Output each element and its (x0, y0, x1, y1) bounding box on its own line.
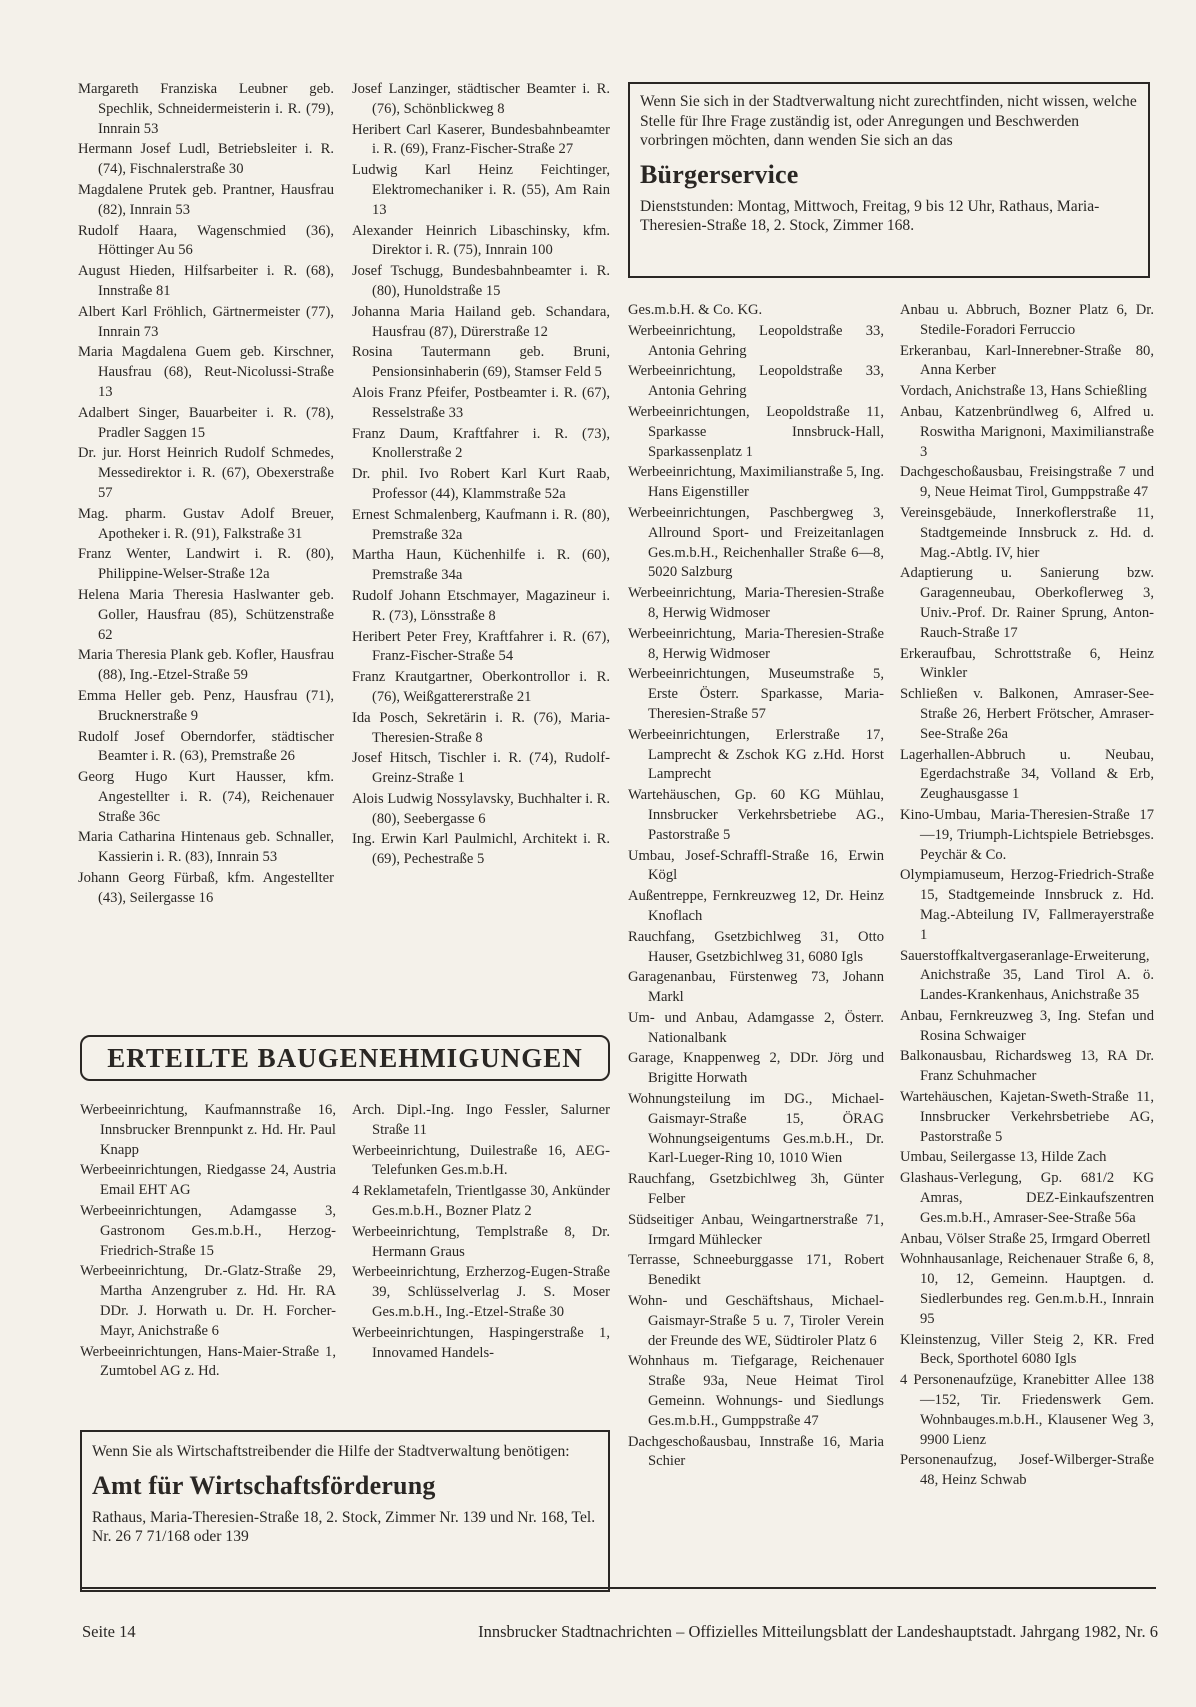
obituary-entry: Albert Karl Fröhlich, Gärtnermeister (77), Innrain 73 (78, 303, 334, 340)
obituary-entry: Heribert Carl Kaserer, Bundesbahnbeamter i. R. (69), Franz-Fischer-Straße 27 (352, 121, 610, 158)
obituary-entry: Dr. phil. Ivo Robert Karl Kurt Raab, Professor (44), Klammstraße 52a (352, 466, 610, 502)
permits-column-2 (352, 1101, 610, 1364)
permit-entry: Werbeeinrichtung, Dr.-Glatz-Straße 29, Martha Anzengruber z. Hd. Hr. RA DDr. J. Horwath u. Dr. H. Forcher-Mayr, Anichstraße 6 (80, 1263, 336, 1339)
obituary-entry: Josef Tschugg, Bundesbahnbeamter i. R. (80), Hunoldstraße 15 (352, 263, 610, 299)
permit-entry: Glashaus-Verlegung, Gp. 681/2 KG Amras, DEZ-Einkaufszentren Ges.m.b.H., Amraser-See-Straße 56a (900, 1170, 1154, 1226)
permit-entry: Wohnhausanlage, Reichenauer Straße 6, 8, 10, 12, Gemeinn. Hauptgen. d. Siedlerbundes reg. Gen.m.b.H., Innrain 95 (900, 1251, 1154, 1327)
permit-entry: Ges.m.b.H. & Co. KG. (628, 302, 763, 318)
obituary-entry: Magdalene Prutek geb. Prantner, Hausfrau (82), Innrain 53 (78, 181, 334, 218)
permit-entry: 4 Reklametafeln, Trientlgasse 30, Ankünder Ges.m.b.H., Bozner Platz 2 (352, 1183, 610, 1219)
permit-entry: Werbeeinrichtungen, Leopoldstraße 11, Sparkasse Innsbruck-Hall, Sparkassenplatz 1 (628, 403, 884, 460)
permit-entry: Anbau u. Abbruch, Bozner Platz 6, Dr. Stedile-Foradori Ferruccio (900, 302, 1154, 338)
buergerservice-intro: Wenn Sie sich in der Stadtverwaltung nicht zurechtfinden, nicht wissen, welche Stelle für Ihre Frage zuständig ist, oder Anregungen und Beschwerden vorbringen möchten, dann wenden Sie sich an das (640, 93, 1137, 149)
permit-entry: Werbeeinrichtung, Erzherzog-Eugen-Straße 39, Schlüsselverlag J. S. Moser Ges.m.b.H., Ing.-Etzel-Straße 30 (352, 1264, 610, 1320)
permit-entry: Anbau, Katzenbründlweg 6, Alfred u. Roswitha Marignoni, Maximilianstraße 3 (900, 403, 1154, 460)
buergerservice-details: Dienststunden: Montag, Mittwoch, Freitag, 9 bis 12 Uhr, Rathaus, Maria-Theresien-Straße 18, 2. Stock, Zimmer 168. (640, 197, 1100, 234)
obituary-entry: Martha Haun, Küchenhilfe i. R. (60), Premstraße 34a (352, 547, 610, 584)
permit-entry: Garage, Knappenweg 2, DDr. Jörg und Brigitte Horwath (628, 1050, 884, 1087)
permit-entry: Um- und Anbau, Adamgasse 2, Österr. Nationalbank (628, 1009, 884, 1046)
permit-entry: Vereinsgebäude, Innerkoflerstraße 11, Stadtgemeinde Innsbruck z. Hd. d. Mag.-Abtlg. IV, hier (900, 504, 1154, 561)
obituary-entry: Rudolf Johann Etschmayer, Magazineur i. R. (73), Lönsstraße 8 (352, 587, 610, 624)
obituary-entry: Alois Franz Pfeifer, Postbeamter i. R. (67), Resselstraße 33 (352, 384, 610, 421)
permit-entry: Werbeeinrichtungen, Hans-Maier-Straße 1, Zumtobel AG z. Hd. (80, 1343, 336, 1380)
obituary-entry: Franz Krautgartner, Oberkontrollor i. R. (76), Weißgattererstraße 21 (352, 669, 610, 705)
obituary-entry: Alexander Heinrich Libaschinsky, kfm. Direktor i. R. (75), Innrain 100 (352, 222, 610, 259)
permit-entry: Werbeeinrichtung, Templstraße 8, Dr. Hermann Graus (352, 1223, 610, 1260)
permit-entry: Rauchfang, Gsetzbichlweg 31, Otto Hauser, Gsetzbichlweg 31, 6080 Igls (628, 928, 884, 965)
permit-entry: Umbau, Seilergasse 13, Hilde Zach (900, 1149, 1107, 1166)
obituary-column-2 (352, 80, 610, 871)
obituary-entry: Heribert Peter Frey, Kraftfahrer i. R. (67), Franz-Fischer-Straße 54 (352, 628, 610, 665)
permit-entry: Olympiamuseum, Herzog-Friedrich-Straße 15, Stadtgemeinde Innsbruck z. Hd. Mag.-Abteilung IV, Fallmerayerstraße 1 (900, 867, 1154, 943)
obituary-entry: Emma Heller geb. Penz, Hausfrau (71), Brucknerstraße 9 (78, 687, 334, 724)
permit-entry: Kino-Umbau, Maria-Theresien-Straße 17—19, Triumph-Lichtspiele Betriebsges. Peychär & Co. (900, 806, 1154, 863)
obituary-entry: Hermann Josef Ludl, Betriebsleiter i. R. (74), Fischnalerstraße 30 (78, 141, 334, 178)
permit-entry: Werbeeinrichtung, Leopoldstraße 33, Antonia Gehring (628, 363, 884, 400)
obituary-entry: Margareth Franziska Leubner geb. Spechlik, Schneidermeisterin i. R. (79), Innrain 53 (78, 81, 334, 137)
permit-entry: Werbeeinrichtung, Maximilianstraße 5, Ing. Hans Eigenstiller (628, 464, 884, 501)
obituary-entry: Maria Magdalena Guem geb. Kirschner, Hausfrau (68), Reut-Nicolussi-Straße 13 (78, 344, 334, 400)
permit-entry: Umbau, Josef-Schraffl-Straße 16, Erwin Kögl (628, 847, 884, 884)
permit-entry: Werbeeinrichtung, Maria-Theresien-Straße 8, Herwig Widmoser (628, 625, 884, 662)
page-number: Seite 14 (82, 1622, 136, 1641)
permit-entry: Wartehäuschen, Kajetan-Sweth-Straße 11, Innsbrucker Verkehrsbetriebe AG, Pastorstraße 5 (900, 1089, 1154, 1145)
obituary-entry: Adalbert Singer, Bauarbeiter i. R. (78), Pradler Saggen 15 (78, 404, 334, 441)
wirtschaft-title: Amt für Wirtschaftsförderung (92, 1470, 436, 1500)
permit-entry: Dachgeschoßausbau, Freisingstraße 7 und 9, Neue Heimat Tirol, Gumppstraße 47 (900, 464, 1154, 501)
obituary-entry: Georg Hugo Kurt Hausser, kfm. Angestellter i. R. (74), Reichenauer Straße 36c (78, 769, 334, 825)
obituary-entry: Franz Daum, Kraftfahrer i. R. (73), Knollerstraße 2 (352, 425, 610, 462)
permits-column-4 (900, 301, 1154, 1492)
obituary-entry: Helena Maria Theresia Haslwanter geb. Goller, Hausfrau (85), Schützenstraße 62 (78, 586, 334, 643)
permit-entry: Anbau, Völser Straße 25, Irmgard Oberretl (900, 1230, 1151, 1247)
obituary-entry: Ing. Erwin Karl Paulmichl, Architekt i. R. (69), Pechestraße 5 (352, 831, 610, 868)
obituary-entry: Ida Posch, Sekretärin i. R. (76), Maria-Theresien-Straße 8 (352, 709, 610, 746)
permit-entry: Schließen v. Balkonen, Amraser-See-Straße 26, Herbert Frötscher, Amraser-See-Straße 26a (900, 686, 1154, 742)
permit-entry: Wohnungsteilung im DG., Michael-Gaismayr-Straße 15, ÖRAG Wohnungseigentums Ges.m.b.H., Dr. Karl-Lueger-Ring 10, 1010 Wien (628, 1091, 884, 1167)
permit-entry: 4 Personenaufzüge, Kranebitter Allee 138—152, Tir. Friedenswerk Gem. Wohnbauges.m.b.H., Klausener Weg 3, 9900 Lienz (900, 1372, 1154, 1448)
permit-entry: Rauchfang, Gsetzbichlweg 3h, Günter Felber (628, 1171, 884, 1208)
permit-entry: Werbeeinrichtungen, Erlerstraße 17, Lamprecht & Zschok KG z.Hd. Horst Lamprecht (628, 726, 884, 783)
permit-entry: Garagenanbau, Fürstenweg 73, Johann Markl (628, 969, 884, 1006)
permit-entry: Werbeeinrichtung, Leopoldstraße 33, Antonia Gehring (628, 322, 884, 359)
obituary-entry: Maria Theresia Plank geb. Kofler, Hausfrau (88), Ing.-Etzel-Straße 59 (78, 647, 334, 684)
permit-entry: Außentreppe, Fernkreuzweg 12, Dr. Heinz Knoflach (628, 888, 884, 924)
permit-entry: Südseitiger Anbau, Weingartnerstraße 71, Irmgard Mühlecker (628, 1211, 884, 1248)
permit-entry: Kleinstenzug, Viller Steig 2, KR. Fred Beck, Sporthotel 6080 Igls (900, 1331, 1154, 1368)
obituary-entry: Franz Wenter, Landwirt i. R. (80), Philippine-Welser-Straße 12a (78, 546, 334, 583)
permits-column-1 (80, 1101, 336, 1383)
obituary-entry: Johann Georg Fürbaß, kfm. Angestellter (43), Seilergasse 16 (78, 870, 334, 906)
permit-entry: Werbeeinrichtung, Kaufmannstraße 16, Innsbrucker Brennpunkt z. Hd. Hr. Paul Knapp (80, 1102, 336, 1158)
permit-entry: Balkonausbau, Richardsweg 13, RA Dr. Franz Schuhmacher (900, 1048, 1154, 1085)
obituary-entry: Josef Lanzinger, städtischer Beamter i. R. (76), Schönblickweg 8 (352, 81, 610, 117)
footer-rule (80, 1587, 1156, 1589)
permit-entry: Werbeeinrichtungen, Haspingerstraße 1, Innovamed Handels- (352, 1324, 610, 1361)
obituary-entry: Dr. jur. Horst Heinrich Rudolf Schmedes, Messedirektor i. R. (67), Obexerstraße 57 (78, 445, 334, 501)
permit-entry: Adaptierung u. Sanierung bzw. Garagenneubau, Oberkoflerweg 3, Univ.-Prof. Dr. Rainer Sprung, Anton-Rauch-Straße 17 (900, 565, 1154, 641)
baugenehmigungen-heading: ERTEILTE BAUGENEHMIGUNGEN (80, 1035, 610, 1081)
publication-line: Innsbrucker Stadtnachrichten – Offizielles Mitteilungsblatt der Landeshauptstadt. Jahrgang 1982, Nr. 6 (478, 1622, 1158, 1641)
obituary-entry: Alois Ludwig Nossylavsky, Buchhalter i. R. (80), Seebergasse 6 (352, 790, 610, 827)
permit-entry: Sauerstoffkaltvergaseranlage-Erweiterung, Anichstraße 35, Land Tirol A. ö. Landes-Krankenhaus, Anichstraße 35 (900, 947, 1154, 1004)
obituary-entry: Ernest Schmalenberg, Kaufmann i. R. (80), Premstraße 32a (352, 506, 610, 543)
permit-entry: Wartehäuschen, Gp. 60 KG Mühlau, Innsbrucker Verkehrsbetriebe AG., Pastorstraße 5 (628, 787, 884, 843)
buergerservice-box (628, 82, 1150, 278)
permit-entry: Werbeeinrichtungen, Adamgasse 3, Gastronom Ges.m.b.H., Herzog-Friedrich-Straße 15 (80, 1202, 336, 1259)
permit-entry: Werbeeinrichtungen, Riedgasse 24, Austria Email EHT AG (80, 1162, 336, 1199)
permits-column-3 (628, 301, 884, 1473)
permit-entry: Werbeeinrichtung, Duilestraße 16, AEG-Telefunken Ges.m.b.H. (352, 1142, 610, 1179)
obituary-entry: Mag. pharm. Gustav Adolf Breuer, Apotheker i. R. (91), Falkstraße 31 (78, 505, 334, 542)
permit-entry: Werbeeinrichtungen, Museumstraße 5, Erste Österr. Sparkasse, Maria-Theresien-Straße 57 (628, 666, 884, 722)
permit-entry: Erkeraufbau, Schrottstraße 6, Heinz Winkler (900, 645, 1154, 682)
obituary-column-1 (78, 80, 334, 910)
obituary-entry: Rudolf Josef Oberndorfer, städtischer Beamter i. R. (63), Premstraße 26 (78, 728, 334, 765)
permit-entry: Wohnhaus m. Tiefgarage, Reichenauer Straße 93a, Neue Heimat Tirol Gemeinn. Wohnungs- und Siedlungs Ges.m.b.H., Gumppstraße 47 (628, 1353, 884, 1429)
permit-entry: Anbau, Fernkreuzweg 3, Ing. Stefan und Rosina Schwaiger (900, 1007, 1154, 1044)
permit-entry: Werbeeinrichtungen, Paschbergweg 3, Allround Sport- und Freizeitanlagen Ges.m.b.H., Reichenhaller Straße 6—8, 5020 Salzburg (628, 504, 884, 581)
permit-entry: Terrasse, Schneeburggasse 171, Robert Benedikt (628, 1252, 884, 1289)
obituary-entry: Johanna Maria Hailand geb. Schandara, Hausfrau (87), Dürerstraße 12 (352, 303, 610, 340)
obituary-entry: Rosina Tautermann geb. Bruni, Pensionsinhaberin (69), Stamser Feld 5 (352, 344, 610, 381)
permit-entry: Wohn- und Geschäftshaus, Michael-Gaismayr-Straße 5 u. 7, Tiroler Verein der Freunde des WE, Südtiroler Platz 6 (628, 1293, 884, 1349)
wirtschaft-intro: Wenn Sie als Wirtschaftstreibender die Hilfe der Stadtverwaltung benötigen: (92, 1443, 570, 1460)
obituary-entry: Maria Catharina Hintenaus geb. Schnaller, Kassierin i. R. (83), Innrain 53 (78, 829, 334, 866)
permit-entry: Vordach, Anichstraße 13, Hans Schießling (900, 383, 1147, 400)
wirtschaft-details: Rathaus, Maria-Theresien-Straße 18, 2. Stock, Zimmer Nr. 139 und Nr. 168, Tel. Nr. 26 7 71/168 oder 139 (92, 1508, 596, 1545)
permit-entry: Lagerhallen-Abbruch u. Neubau, Egerdachstraße 34, Volland & Erb, Zeughausgasse 1 (900, 746, 1154, 803)
obituary-entry: Rudolf Haara, Wagenschmied (36), Höttinger Au 56 (78, 222, 334, 259)
obituary-entry: August Hieden, Hilfsarbeiter i. R. (68), Innstraße 81 (78, 263, 334, 299)
obituary-entry: Ludwig Karl Heinz Feichtinger, Elektromechaniker i. R. (55), Am Rain 13 (352, 162, 610, 218)
permit-entry: Dachgeschoßausbau, Innstraße 16, Maria Schier (628, 1433, 884, 1470)
permit-entry: Erkeranbau, Karl-Innerebner-Straße 80, Anna Kerber (900, 342, 1154, 379)
permit-entry: Werbeeinrichtung, Maria-Theresien-Straße 8, Herwig Widmoser (628, 585, 884, 621)
wirtschaft-box (80, 1430, 610, 1592)
permit-entry: Arch. Dipl.-Ing. Ingo Fessler, Salurner Straße 11 (352, 1102, 610, 1138)
obituary-entry: Josef Hitsch, Tischler i. R. (74), Rudolf-Greinz-Straße 1 (352, 750, 610, 787)
permit-entry: Personenaufzug, Josef-Wilberger-Straße 48, Heinz Schwab (900, 1452, 1154, 1489)
buergerservice-title: Bürgerservice (640, 159, 799, 189)
